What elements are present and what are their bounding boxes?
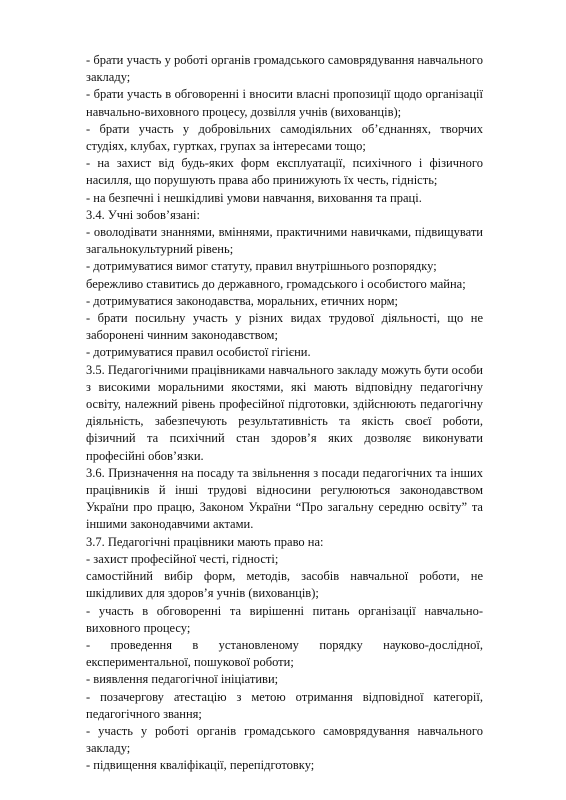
paragraph: 3.5. Педагогічними працівниками навчального закладу можуть бути особи з високими моральними якостями, які мають відповідну педагогічну освіту, належний рівень професійної підготовки, здійснюють педагогічну діяльність, забезпечують результативність та якість своєї роботи, фізичний та психічний стан здоров’я яких дозволяє виконувати професійні обов’язки.: [86, 362, 483, 463]
paragraph: - дотримуватися вимог статуту, правил внутрішнього розпорядку;: [86, 259, 437, 274]
paragraph: - брати посильну участь у різних видах трудової діяльності, що не заборонені чинним законодавством;: [86, 311, 483, 343]
paragraph: - на безпечні і нешкідливі умови навчання, виховання та праці.: [86, 190, 422, 205]
section-heading: 3.7. Педагогічні працівники мають право на:: [86, 534, 324, 549]
paragraph: - участь у роботі органів громадського самоврядування навчального закладу;: [86, 723, 483, 756]
paragraph: - брати участь у добровільних самодіяльних об’єднаннях, творчих студіях, клубах, гуртках, групах за інтересами тощо;: [86, 121, 483, 154]
paragraph: - дотримуватися правил особистої гігієни.: [86, 345, 311, 360]
paragraph: - дотримуватися законодавства, моральних, етичних норм;: [86, 293, 399, 308]
paragraph: - підвищення кваліфікації, перепідготовку;: [86, 758, 315, 773]
paragraph: - брати участь в обговоренні і вносити власні пропозиції щодо організації навчально-виховного процесу, дозвілля учнів (вихованців);: [86, 87, 483, 119]
paragraph: - виявлення педагогічної ініціативи;: [86, 672, 279, 687]
paragraph: - оволодівати знаннями, вміннями, практичними навичками, підвищувати загальнокультурний рівень;: [86, 225, 483, 257]
paragraph: - брати участь у роботі органів громадського самоврядування навчального закладу;: [86, 53, 483, 85]
paragraph: - участь в обговоренні та вирішенні питань організації навчально-виховного процесу;: [86, 603, 483, 635]
paragraph: 3.6. Призначення на посаду та звільнення з посади педагогічних та інших працівників й інші трудові відносини регулюються законодавством України про працю, Законом України “Про загальну середню освіту” та іншими законодавчими актами.: [86, 465, 483, 532]
paragraph: - проведення в установленому порядку науково-дослідної, експериментальної, пошукової роботи;: [86, 637, 483, 670]
section-heading: 3.4. Учні зобов’язані:: [86, 207, 200, 222]
paragraph: - захист професійної честі, гідності;: [86, 551, 279, 566]
document-page: [86, 52, 483, 775]
paragraph: - позачергову атестацію з метою отримання відповідної категорії, педагогічного звання;: [86, 689, 483, 721]
paragraph: бережливо ставитись до державного, громадського і особистого майна;: [86, 276, 466, 291]
paragraph: - на захист від будь-яких форм експлуатації, психічного і фізичного насилля, що порушують права або принижують їх честь, гідність;: [86, 156, 483, 188]
paragraph: самостійний вибір форм, методів, засобів навчальної роботи, не шкідливих для здоров’я учнів (вихованців);: [86, 569, 483, 601]
